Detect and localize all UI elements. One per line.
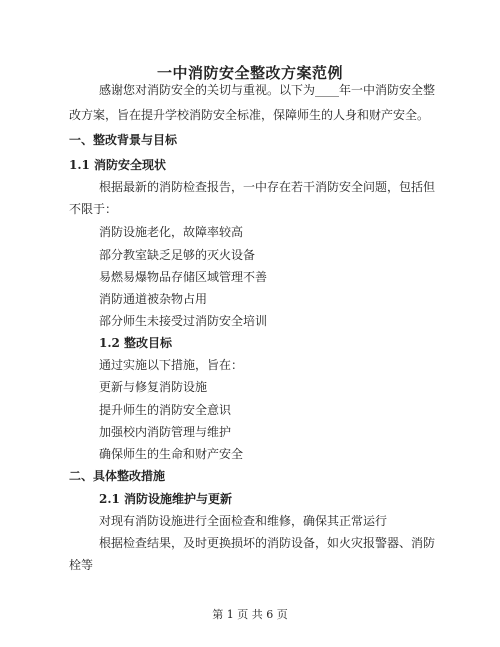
issue-item-4: 消防通道被杂物占用: [99, 292, 208, 306]
document-title: 一中消防安全整改方案范例: [156, 64, 343, 82]
goal-item-2: 提升师生的消防安全意识: [99, 403, 232, 417]
section-2-heading: 二、具体整改措施: [69, 469, 166, 483]
status-line-2: 不限于：: [69, 202, 118, 216]
section-1-heading: 一、整改背景与目标: [69, 133, 178, 147]
goal-item-3: 加强校内消防管理与维护: [99, 425, 232, 439]
page-number: 第 1 页 共 6 页: [212, 608, 288, 621]
goal-item-4: 确保师生的生命和财产安全: [99, 447, 244, 461]
goals-intro: 通过实施以下措施，旨在：: [99, 358, 244, 372]
intro-line-2: 改方案，旨在提升学校消防安全标准，保障师生的人身和财产安全。: [69, 108, 430, 122]
issue-item-2: 部分教室缺乏足够的灭火设备: [99, 248, 256, 262]
measure-line-1: 对现有消防设施进行全面检查和维修，确保其正常运行: [99, 514, 388, 528]
issue-item-1: 消防设施老化，故障率较高: [99, 225, 244, 239]
measure-line-2: 根据检查结果，及时更换损坏的消防设备，如火灾报警器、消防: [99, 536, 436, 550]
subsection-1-2-heading: 1.2 整改目标: [99, 336, 173, 350]
issue-item-5: 部分师生未接受过消防安全培训: [99, 314, 268, 328]
intro-line-1: 感谢您对消防安全的关切与重视。以下为____年一中消防安全整: [99, 83, 436, 97]
issue-item-3: 易燃易爆物品存储区域管理不善: [99, 270, 268, 284]
status-line-1: 根据最新的消防检查报告，一中存在若干消防安全问题，包括但: [99, 180, 436, 194]
goal-item-1: 更新与修复消防设施: [99, 380, 208, 394]
measure-line-3: 栓等: [69, 558, 94, 572]
subsection-1-1-heading: 1.1 消防安全现状: [69, 158, 167, 172]
subsection-2-1-heading: 2.1 消防设施维护与更新: [99, 492, 233, 506]
